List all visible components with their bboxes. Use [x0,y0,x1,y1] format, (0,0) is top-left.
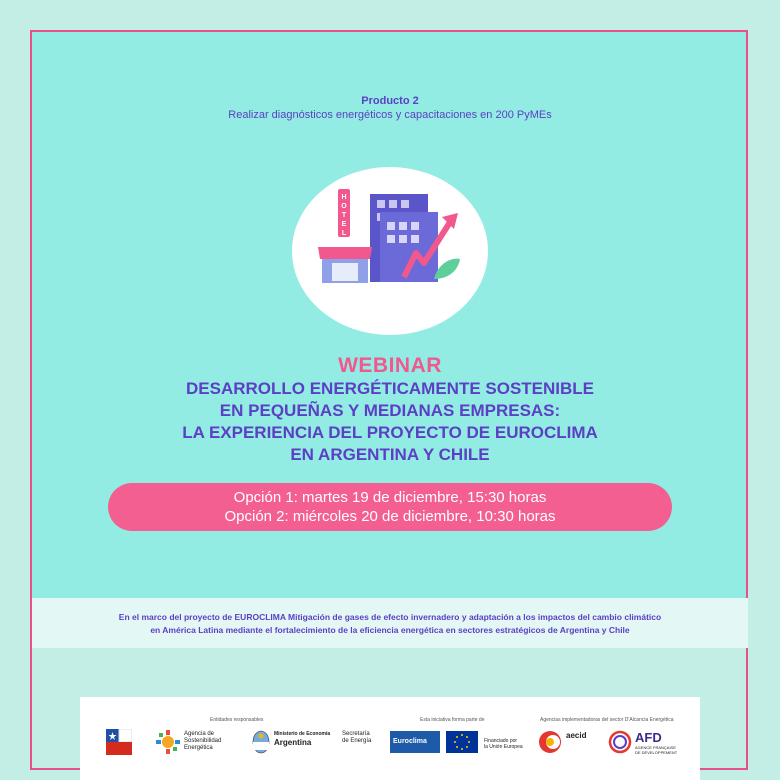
group-label-implementadoras: Agencias implementadoras del sector D'Alcancia Energética [540,717,674,723]
agencia-sostenibilidad-icon [156,730,180,754]
agencia-line: Agencia de [184,731,215,737]
hotel-sign-letter: L [341,230,347,237]
context-line: En el marco del proyecto de EUROCLIMA Mitigación de gases de efecto invernadero y adaptación a los impactos del cambio climático [118,612,662,622]
group-label-responsables: Entidades responsables [210,717,264,723]
ministerio-line: Argentina [274,738,312,747]
title-line: EN PEQUEÑAS Y MEDIANAS EMPRESAS: [219,401,561,420]
webinar-title [0,378,780,466]
schedule-pill [108,483,672,531]
secretaria-line: Secretaría [342,731,370,737]
chile-gov-logo-icon [106,729,132,755]
hotel-sign-letter: T [341,212,347,219]
afd-icon [608,730,632,754]
secretaria-text [342,731,371,745]
aecid-icon [538,730,562,754]
agencia-line: Energética [184,745,213,751]
title-line: EN ARGENTINA Y CHILE [290,445,490,464]
argentina-seal-icon [252,730,270,754]
hotel-sign-letter: H [341,194,347,201]
aecid-text: aecid [566,731,587,740]
schedule-option-2: Opción 2: miércoles 20 de diciembre, 10:30 horas [224,508,556,525]
afd-sub-line: AGENCE FRANÇAISE [635,745,676,750]
agencia-text [184,731,221,752]
context-line: en América Latina mediante el fortalecimiento de la eficiencia energética en sectores estratégicos de Argentina y Chile [150,625,630,635]
title-line: LA EXPERIENCIA DEL PROYECTO DE EUROCLIMA [182,423,598,442]
webinar-label: WEBINAR [338,354,442,377]
ministerio-line: Ministerio de Economía [274,731,331,737]
hotel-shop-growth-icon [292,167,488,335]
schedule-option-1: Opción 1: martes 19 de diciembre, 15:30 horas [233,489,547,506]
product-label: Producto 2 [361,95,419,107]
illustration-circle [292,167,488,335]
financiado-line: Financiado por [484,738,518,744]
afd-text: AFD [635,730,662,745]
logo-panel [80,697,700,780]
group-label-iniciativa: Esta iniciativa forma parte de [420,717,485,723]
context-text [40,611,740,637]
secretaria-line: de Energía [342,738,372,744]
afd-sub-line: DE DÉVELOPPEMENT [635,750,678,755]
euroclima-logo [390,731,440,753]
hotel-sign-letter: E [341,221,347,228]
eu-flag-icon [446,731,478,753]
afd-subtext [635,745,677,755]
financiado-line: la Unión Europea [484,744,523,750]
euroclima-text: Euroclima [393,738,427,745]
agencia-line: Sostenibilidad [184,738,222,744]
ministerio-text [274,731,330,747]
financiado-text [484,738,523,750]
hotel-sign-letter: O [341,203,347,210]
title-line: DESARROLLO ENERGÉTICAMENTE SOSTENIBLE [185,379,595,398]
product-description: Realizar diagnósticos energéticos y capacitaciones en 200 PyMEs [228,109,552,121]
